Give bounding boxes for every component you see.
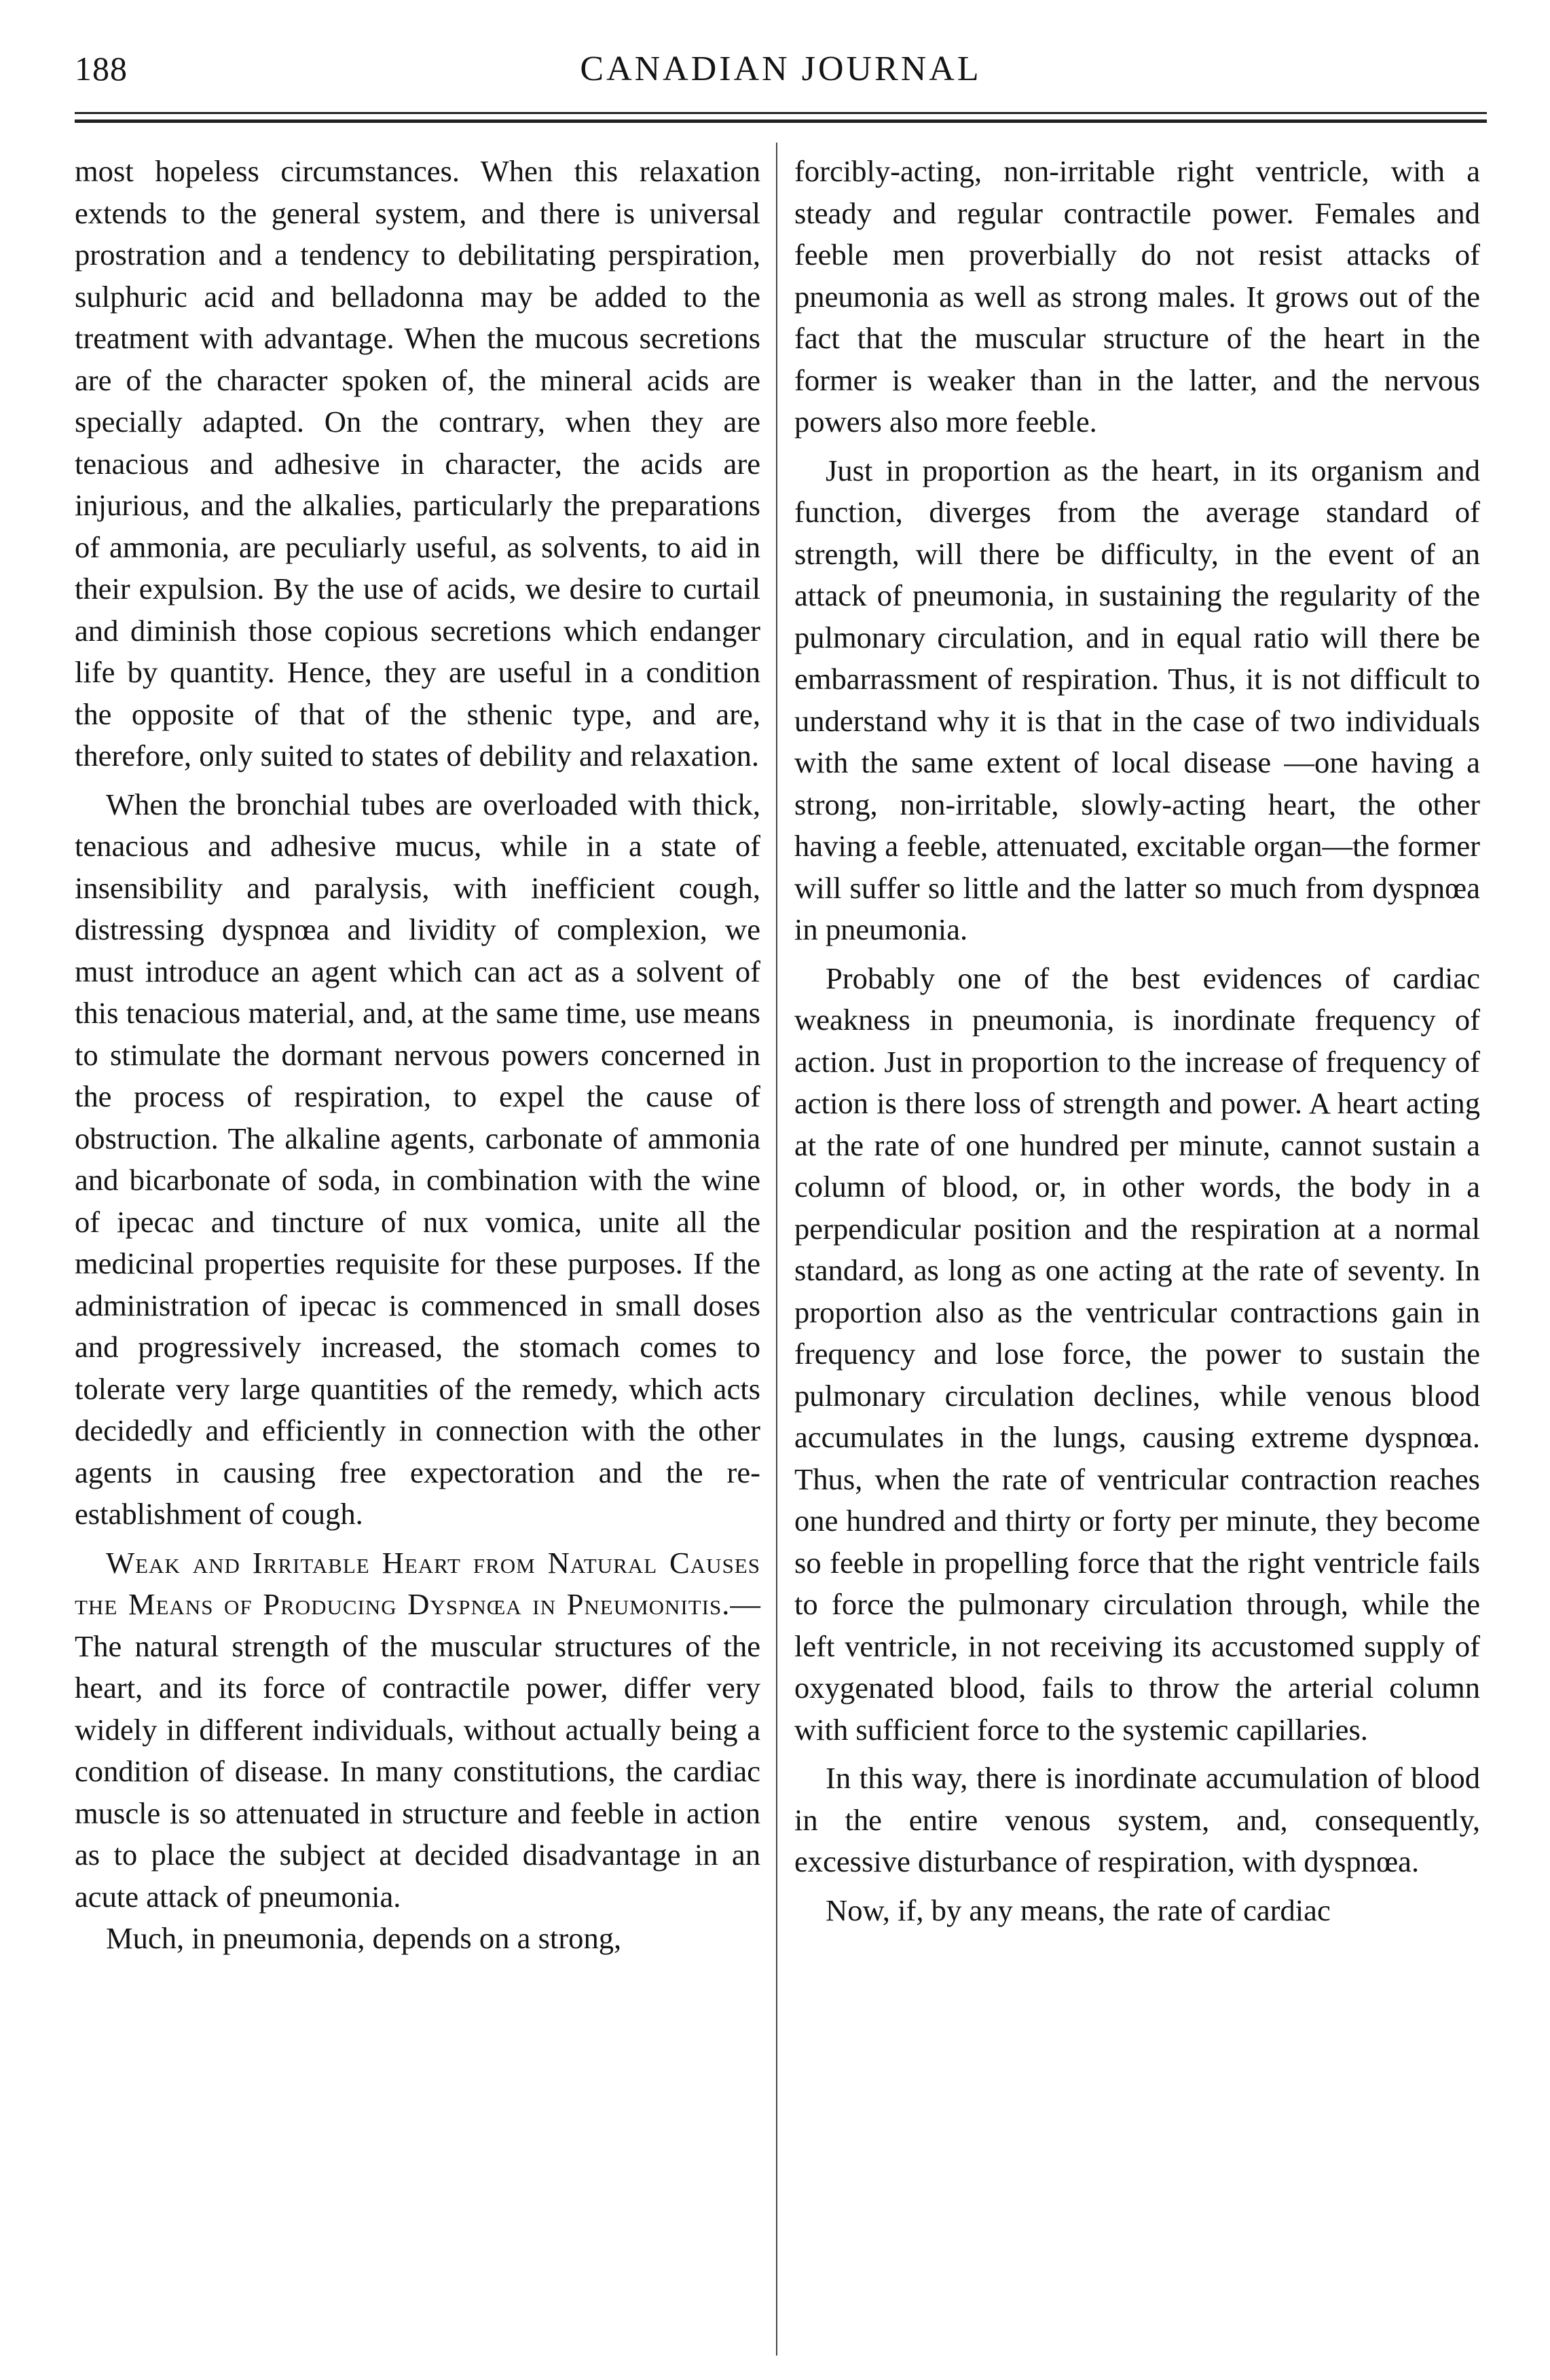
paragraph: Much, in pneumonia, depends on a strong, [106, 1921, 622, 1955]
paragraph: In this way, there is inordinate accumulation of blood in the entire venous system, and, consequently, excessive disturbance of respiration, with dyspnœa. [794, 1761, 1480, 1878]
paragraph: When the bronchial tubes are overloaded with thick, tenacious and adhesive mucus, while in a state of insensibility and paralysis, with inefficient cough, distressing dyspnœa and lividity of complexion, we must introduce an agent which can act as a solvent of this tenacious material, and, at the same time, use means to stimulate the dormant nervous powers concerned in the process of respiration, to expel the cause of obstruction. The alkaline agents, carbonate of ammonia and bicarbonate of soda, in combination with the wine of ipecac and tincture of nux vomica, unite all the medicinal properties requisite for these purposes. If the administration of ipecac is commenced in small doses and progressively increased, the stomach comes to tolerate very large quantities of the remedy, which acts decidedly and efficiently in connection with the other agents in causing free expectoration and the re-establishment of cough. [75, 787, 760, 1531]
paragraph: Now, if, by any means, the rate of cardiac [826, 1893, 1331, 1927]
section-text: —The natural strength of the muscular structures of the heart, and its force of contractile power, differ very widely in different individuals, without actually being a condition of disease. In many constitutions, the cardiac muscle is so attenuated in structure and feeble in action as to place the subject at decided disadvantage in an acute attack of pneumonia. [75, 1587, 760, 1914]
paragraph: Probably one of the best evidences of cardiac weakness in pneumonia, is inordinate frequency of action. Just in proportion to the increase of frequency of action is there loss of strength and power. A heart acting at the rate of one hundred per minute, cannot sustain a column of blood, or, in other words, the body in a perpendicular position and the respiration at a normal standard, as long as one acting at the rate of seventy. In proportion also as the ventricular contractions gain in frequency and lose force, the power to sustain the pulmonary circulation declines, while venous blood accumulates in the lungs, causing extreme dyspnœa. Thus, when the rate of ventricular contraction reaches one hundred and thirty or forty per minute, they become so feeble in propelling force that the right ventricle fails to force the pulmonary circulation through, while the left ventricle, in not receiving its accustomed supply of oxygenated blood, fails to throw the arterial column with sufficient force to the systemic capillaries. [794, 961, 1480, 1747]
section-heading: Weak and Irritable Heart from Natural Causes the Means of Producing Dyspnœa in Pneumonitis. [75, 1545, 760, 1621]
running-title: CANADIAN JOURNAL [580, 50, 982, 88]
paragraph: Just in proportion as the heart, in its organism and function, diverges from the average standard of strength, will there be difficulty, in the event of an attack of pneumonia, in sustaining the regularity of the pulmonary circulation, and in equal ratio will there be embarrassment of respiration. Thus, it is not difficult to understand why it is that in the case of two individuals with the same extent of local disease —one having a strong, non-irritable, slowly-acting heart, the other having a feeble, attenuated, excitable organ—the former will suffer so little and the latter so much from dyspnœa in pneumonia. [794, 453, 1480, 946]
column-divider [776, 143, 777, 2356]
paragraph: most hopeless circumstances. When this relaxation extends to the general system, and there is universal prostration and a tendency to debilitating perspiration, sulphuric acid and belladonna may be added to the treatment with advantage. When the mucous secretions are of the character spoken of, the mineral acids are specially adapted. On the contrary, when they are tenacious and adhesive in character, the acids are injurious, and the alkalies, particularly the preparations of ammonia, are peculiarly useful, as solvents, to aid in their expulsion. By the use of acids, we desire to curtail and diminish those copious secretions which endanger life by quantity. Hence, they are useful in a condition the opposite of that of the sthenic type, and are, therefore, only suited to states of debility and relaxation. [75, 154, 760, 773]
page-number: 188 [75, 50, 128, 88]
section-paragraph [75, 1542, 760, 1918]
page-header [75, 49, 1487, 103]
header-rule-thick [75, 119, 1487, 123]
right-column [794, 151, 1480, 1931]
left-column [75, 151, 760, 1960]
header-rule-thin [75, 112, 1487, 114]
paragraph: forcibly-acting, non-irritable right ventricle, with a steady and regular contractile power. Females and feeble men proverbially do not resist attacks of pneumonia as well as strong males. It grows out of the fact that the muscular structure of the heart in the former is weaker than in the latter, and the nervous powers also more feeble. [794, 154, 1480, 439]
